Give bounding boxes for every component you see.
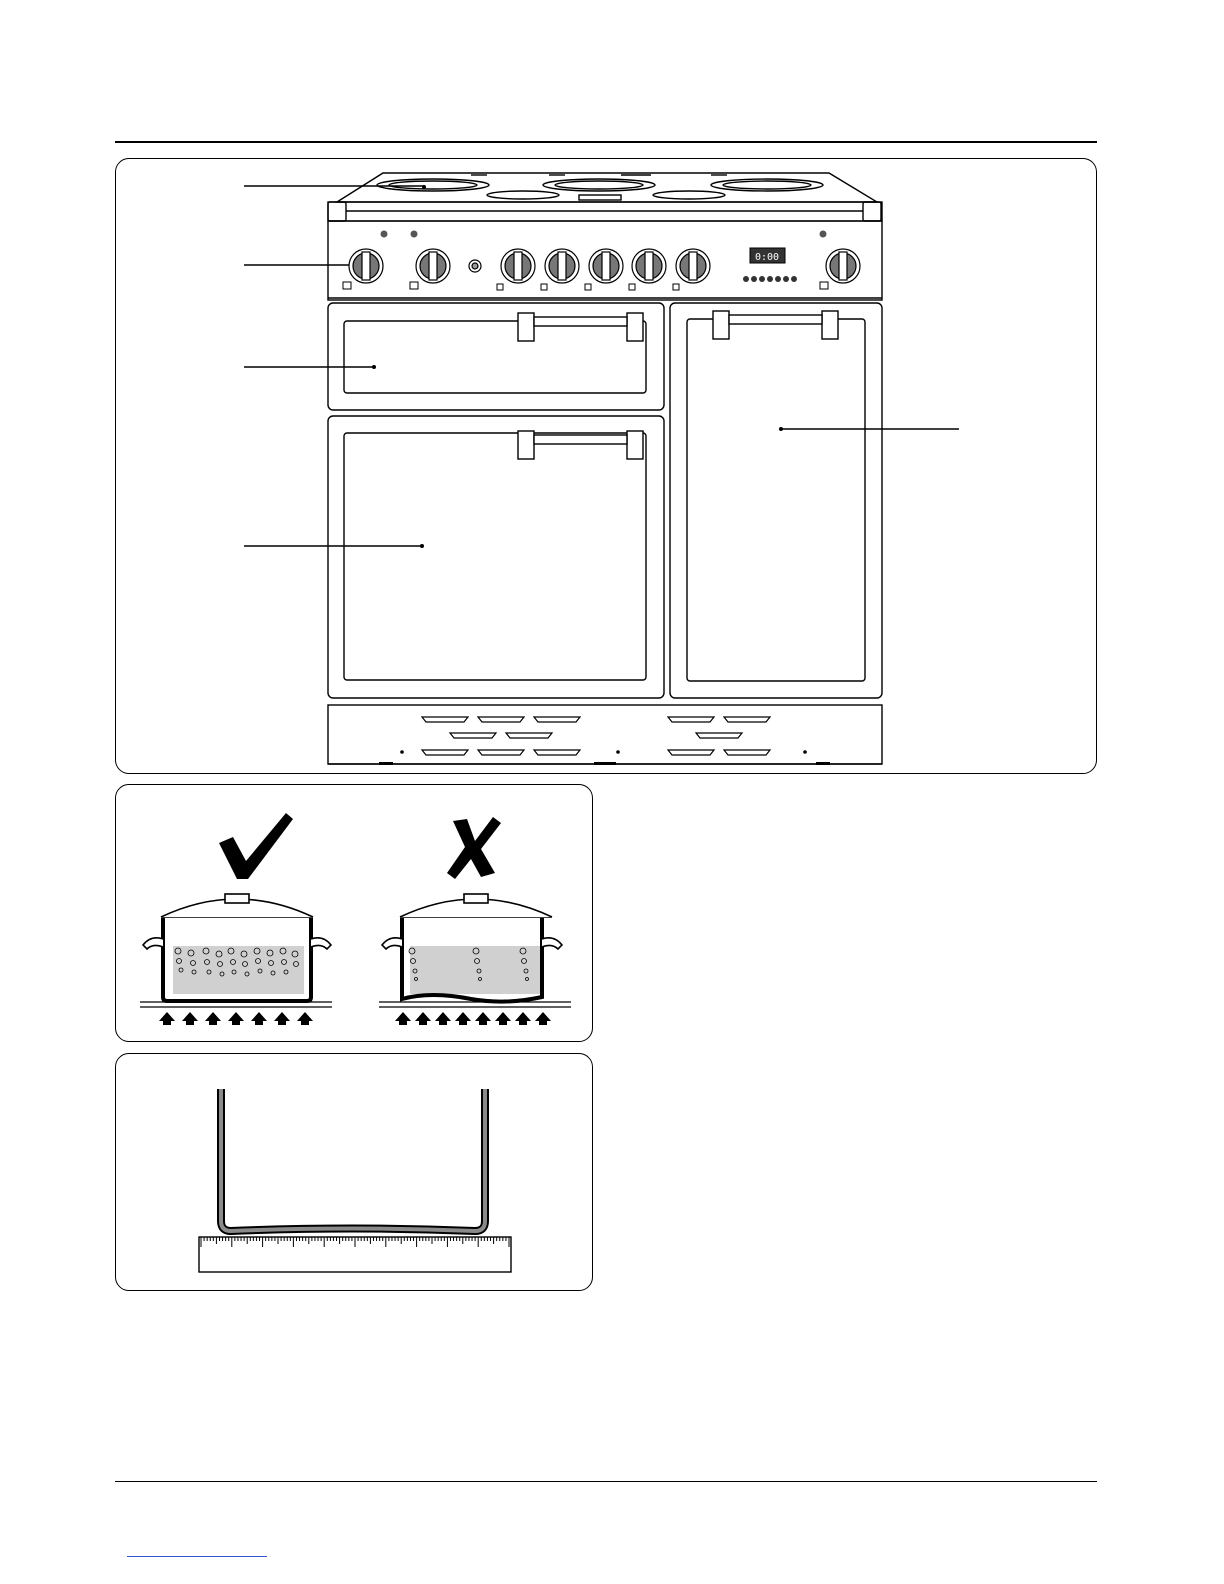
- clock-buttons[interactable]: [743, 276, 797, 282]
- knob-1[interactable]: [349, 249, 383, 283]
- knob-3[interactable]: [501, 249, 535, 283]
- pan-contact-figure-panel: [115, 784, 593, 1042]
- footer-link-underline[interactable]: [127, 1556, 267, 1557]
- plinth-vents: [422, 717, 770, 755]
- range-cooker-illustration: [116, 159, 1098, 775]
- check-mark-icon: [219, 813, 293, 879]
- clock-time: 0:00: [754, 252, 780, 263]
- pan-base-on-ruler-icon: [116, 1054, 594, 1292]
- hob-zone-5: [653, 191, 725, 199]
- knob-2[interactable]: [416, 249, 450, 283]
- heat-arrows-good: [159, 1012, 313, 1025]
- knob-5[interactable]: [589, 249, 623, 283]
- pan-base-figure-panel: [115, 1053, 593, 1291]
- knob-6[interactable]: [632, 249, 666, 283]
- neon-light-left-1: [381, 231, 388, 238]
- header-rule: [115, 141, 1097, 143]
- oven-handles: [518, 311, 838, 459]
- hob-zone-4: [487, 191, 559, 199]
- pan-contact-illustration: [116, 785, 594, 1043]
- heat-arrows-bad: [395, 1012, 551, 1025]
- cooker-figure-panel: [115, 158, 1097, 774]
- side-oven-door: [670, 303, 882, 698]
- pan-cross-section: [221, 1089, 485, 1231]
- plinth: [328, 705, 882, 764]
- pan-bad: [382, 894, 562, 1002]
- main-oven-door: [328, 416, 664, 698]
- knob-7[interactable]: [676, 249, 710, 283]
- footer-rule: [115, 1481, 1097, 1482]
- neon-light-left-2: [411, 231, 418, 238]
- pan-good: [143, 894, 331, 1001]
- knob-4[interactable]: [545, 249, 579, 283]
- neon-light-right: [820, 231, 827, 238]
- ignition-button[interactable]: [469, 260, 481, 272]
- knob-8[interactable]: [826, 249, 860, 283]
- cross-mark-icon: [447, 817, 501, 879]
